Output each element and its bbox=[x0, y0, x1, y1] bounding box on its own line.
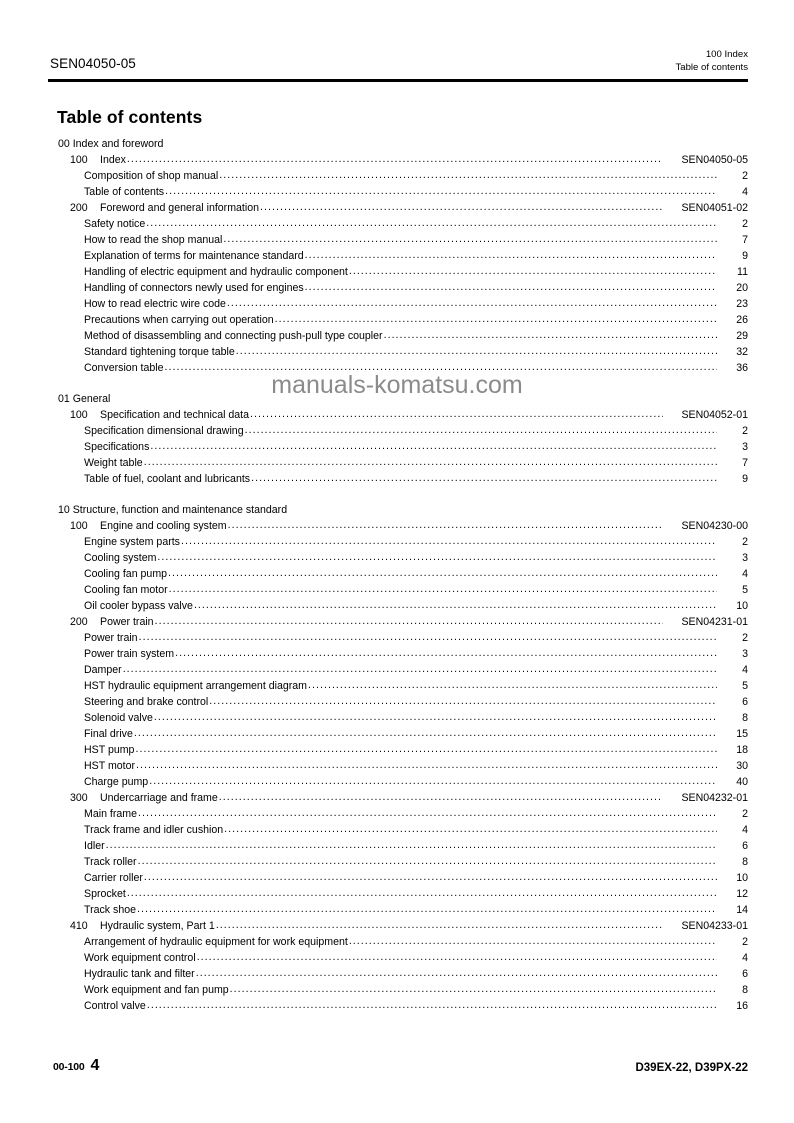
header-subtitle-label: Table of contents bbox=[675, 61, 748, 73]
header-reference bbox=[675, 49, 748, 74]
header-divider bbox=[48, 79, 748, 82]
toc-group-title: 10 Structure, function and maintenance standard bbox=[58, 504, 288, 516]
toc-entry-row[interactable] bbox=[48, 168, 748, 184]
toc-entry-row[interactable] bbox=[48, 646, 748, 662]
toc-entry-row[interactable] bbox=[48, 216, 748, 232]
toc-leader-dots bbox=[236, 343, 717, 359]
toc-entry-row[interactable] bbox=[48, 582, 748, 598]
toc-section-row[interactable] bbox=[48, 200, 748, 216]
toc-section-name: Power train bbox=[100, 616, 154, 628]
toc-leader-dots bbox=[245, 422, 717, 438]
toc-leader-dots bbox=[175, 645, 717, 661]
toc-leader-dots bbox=[228, 517, 663, 533]
toc-entry-label: Composition of shop manual bbox=[84, 170, 219, 182]
toc-entry-row[interactable] bbox=[48, 598, 748, 614]
toc-entry-row[interactable] bbox=[48, 774, 748, 790]
toc-entry-row[interactable] bbox=[48, 184, 748, 200]
toc-entry-page: 6 bbox=[742, 696, 748, 708]
toc-entry-label: Work equipment and fan pump bbox=[84, 984, 229, 996]
toc-entry-label: Handling of electric equipment and hydraulic component bbox=[84, 266, 348, 278]
footer-section-code: 00-100 bbox=[53, 1061, 85, 1073]
toc-leader-dots bbox=[349, 263, 717, 279]
toc-entry-page: 7 bbox=[742, 457, 748, 469]
toc-section-label bbox=[70, 918, 215, 934]
toc-section-name: Index bbox=[100, 154, 126, 166]
toc-section-row[interactable] bbox=[48, 918, 748, 934]
toc-entry-page: 6 bbox=[742, 840, 748, 852]
toc-section-row[interactable] bbox=[48, 518, 748, 534]
toc-entry-label: HST pump bbox=[84, 744, 135, 756]
toc-entry-label: Steering and brake control bbox=[84, 696, 209, 708]
toc-entry-label: Table of contents bbox=[84, 186, 165, 198]
toc-entry-row[interactable] bbox=[48, 248, 748, 264]
toc-entry-page: 15 bbox=[736, 728, 748, 740]
toc-entry-label: Conversion table bbox=[84, 362, 164, 374]
toc-leader-dots bbox=[275, 311, 717, 327]
toc-section-reference: SEN04230-00 bbox=[681, 520, 748, 532]
toc-leader-dots bbox=[123, 661, 717, 677]
toc-section-reference: SEN04052-01 bbox=[681, 409, 748, 421]
toc-entry-page: 8 bbox=[742, 984, 748, 996]
toc-entry-label: Cooling fan pump bbox=[84, 568, 168, 580]
toc-section-label bbox=[70, 200, 259, 216]
toc-entry-label: Handling of connectors newly used for engines bbox=[84, 282, 304, 294]
toc-group-title: 01 General bbox=[58, 393, 111, 405]
toc-leader-dots bbox=[136, 757, 717, 773]
toc-entry-row[interactable] bbox=[48, 902, 748, 918]
toc-entry-row[interactable] bbox=[48, 678, 748, 694]
toc-entry-row[interactable] bbox=[48, 232, 748, 248]
page-header bbox=[48, 50, 748, 82]
toc-entry-page: 10 bbox=[736, 872, 748, 884]
toc-leader-dots bbox=[106, 837, 717, 853]
toc-entry-row[interactable] bbox=[48, 455, 748, 471]
toc-entry-label: Cooling fan motor bbox=[84, 584, 168, 596]
toc-entry-label: Track roller bbox=[84, 856, 137, 868]
toc-section-code: 200 bbox=[70, 202, 88, 214]
toc-entry-row[interactable] bbox=[48, 870, 748, 886]
toc-leader-dots bbox=[149, 773, 717, 789]
toc-entry-page: 5 bbox=[742, 680, 748, 692]
toc-leader-dots bbox=[144, 869, 717, 885]
toc-leader-dots bbox=[223, 231, 717, 247]
toc-section-row[interactable] bbox=[48, 152, 748, 168]
footer-page-number: 4 bbox=[90, 1057, 100, 1074]
toc-leader-dots bbox=[144, 454, 717, 470]
toc-entry-label: Idler bbox=[84, 840, 105, 852]
toc-entry-row[interactable] bbox=[48, 280, 748, 296]
toc-leader-dots bbox=[155, 613, 663, 629]
toc-entry-label: Charge pump bbox=[84, 776, 149, 788]
toc-entry-row[interactable] bbox=[48, 758, 748, 774]
header-chapter-label: 100 Index bbox=[705, 49, 748, 60]
toc-leader-dots bbox=[138, 853, 717, 869]
toc-entry-row[interactable] bbox=[48, 838, 748, 854]
toc-entry-page: 9 bbox=[742, 473, 748, 485]
toc-entry-label: Power train bbox=[84, 632, 138, 644]
toc-entry-label: Arrangement of hydraulic equipment for work equipment bbox=[84, 936, 348, 948]
page-footer bbox=[48, 1053, 748, 1075]
toc-entry-page: 32 bbox=[736, 346, 748, 358]
toc-entry-row[interactable] bbox=[48, 822, 748, 838]
toc-section-name: Engine and cooling system bbox=[100, 520, 227, 532]
toc-entry-page: 26 bbox=[736, 314, 748, 326]
toc-section-reference: SEN04233-01 bbox=[681, 920, 748, 932]
toc-entry-row[interactable] bbox=[48, 534, 748, 550]
toc-entry-page: 4 bbox=[742, 952, 748, 964]
toc-entry-label: Solenoid valve bbox=[84, 712, 153, 724]
toc-entry-page: 40 bbox=[736, 776, 748, 788]
toc-leader-dots bbox=[147, 997, 717, 1013]
toc-entry-label: Specifications bbox=[84, 441, 150, 453]
toc-leader-dots bbox=[349, 933, 717, 949]
toc-entry-label: Specification dimensional drawing bbox=[84, 425, 244, 437]
toc-entry-page: 29 bbox=[736, 330, 748, 342]
toc-leader-dots bbox=[169, 581, 717, 597]
toc-entry-label: Cooling system bbox=[84, 552, 157, 564]
toc-leader-dots bbox=[154, 709, 717, 725]
toc-section-label bbox=[70, 152, 126, 168]
toc-entry-row[interactable] bbox=[48, 726, 748, 742]
toc-entry-page: 4 bbox=[742, 568, 748, 580]
toc-entry-label: Method of disassembling and connecting push-pull type coupler bbox=[84, 330, 383, 342]
toc-entry-label: Standard tightening torque table bbox=[84, 346, 235, 358]
toc-entry-row[interactable] bbox=[48, 966, 748, 982]
toc-leader-dots bbox=[197, 949, 717, 965]
toc-section-label bbox=[70, 407, 249, 423]
toc-entry-label: Carrier roller bbox=[84, 872, 143, 884]
toc-leader-dots bbox=[251, 470, 717, 486]
toc-entry-page: 2 bbox=[742, 425, 748, 437]
document-code: SEN04050-05 bbox=[50, 56, 136, 71]
toc-entry-label: Damper bbox=[84, 664, 122, 676]
toc-entry-page: 4 bbox=[742, 824, 748, 836]
toc-entry-page: 20 bbox=[736, 282, 748, 294]
toc-section-label bbox=[70, 790, 218, 806]
table-of-contents bbox=[48, 136, 748, 1014]
toc-entry-page: 30 bbox=[736, 760, 748, 772]
toc-entry-page: 36 bbox=[736, 362, 748, 374]
toc-entry-row[interactable] bbox=[48, 630, 748, 646]
toc-entry-page: 4 bbox=[742, 664, 748, 676]
toc-group bbox=[48, 502, 748, 1014]
toc-leader-dots bbox=[260, 199, 663, 215]
toc-entry-row[interactable] bbox=[48, 854, 748, 870]
toc-leader-dots bbox=[305, 247, 717, 263]
toc-entry-row[interactable] bbox=[48, 471, 748, 487]
toc-section-reference: SEN04231-01 bbox=[681, 616, 748, 628]
toc-section-row[interactable] bbox=[48, 614, 748, 630]
toc-entry-page: 18 bbox=[736, 744, 748, 756]
toc-entry-label: Oil cooler bypass valve bbox=[84, 600, 193, 612]
toc-leader-dots bbox=[135, 741, 717, 757]
toc-leader-dots bbox=[209, 693, 717, 709]
toc-group bbox=[48, 391, 748, 487]
toc-entry-page: 12 bbox=[736, 888, 748, 900]
toc-entry-page: 2 bbox=[742, 632, 748, 644]
toc-entry-row[interactable] bbox=[48, 998, 748, 1014]
toc-section-name: Specification and technical data bbox=[100, 409, 250, 421]
toc-entry-row[interactable] bbox=[48, 439, 748, 455]
toc-entry-page: 2 bbox=[742, 936, 748, 948]
toc-section-reference: SEN04051-02 bbox=[681, 202, 748, 214]
toc-entry-label: Table of fuel, coolant and lubricants bbox=[84, 473, 251, 485]
toc-entry-label: Engine system parts bbox=[84, 536, 180, 548]
footer-page-identifier bbox=[53, 1057, 99, 1075]
toc-entry-label: Explanation of terms for maintenance standard bbox=[84, 250, 304, 262]
toc-leader-dots bbox=[157, 549, 717, 565]
toc-entry-label: HST hydraulic equipment arrangement diagram bbox=[84, 680, 307, 692]
toc-section-code: 100 bbox=[70, 409, 88, 421]
toc-entry-row[interactable] bbox=[48, 694, 748, 710]
toc-section-code: 100 bbox=[70, 520, 88, 532]
toc-entry-row[interactable] bbox=[48, 950, 748, 966]
toc-entry-label: Control valve bbox=[84, 1000, 146, 1012]
toc-entry-label: How to read the shop manual bbox=[84, 234, 223, 246]
toc-entry-label: Final drive bbox=[84, 728, 133, 740]
toc-entry-row[interactable] bbox=[48, 312, 748, 328]
toc-entry-page: 2 bbox=[742, 218, 748, 230]
toc-section-label bbox=[70, 518, 227, 534]
toc-section-label bbox=[70, 614, 154, 630]
toc-leader-dots bbox=[384, 327, 717, 343]
toc-entry-label: Hydraulic tank and filter bbox=[84, 968, 195, 980]
toc-section-code: 410 bbox=[70, 920, 88, 932]
toc-section-reference: SEN04232-01 bbox=[681, 792, 748, 804]
toc-entry-row[interactable] bbox=[48, 886, 748, 902]
toc-entry-row[interactable] bbox=[48, 296, 748, 312]
toc-entry-label: Main frame bbox=[84, 808, 137, 820]
toc-leader-dots bbox=[219, 167, 717, 183]
toc-entry-label: Power train system bbox=[84, 648, 175, 660]
toc-group-title: 00 Index and foreword bbox=[58, 138, 164, 150]
watermark: manuals-komatsu.com bbox=[271, 371, 523, 399]
toc-leader-dots bbox=[134, 725, 717, 741]
toc-entry-row[interactable] bbox=[48, 742, 748, 758]
toc-entry-page: 6 bbox=[742, 968, 748, 980]
toc-entry-label: Sprocket bbox=[84, 888, 126, 900]
toc-entry-row[interactable] bbox=[48, 328, 748, 344]
toc-entry-page: 3 bbox=[742, 552, 748, 564]
toc-entry-page: 7 bbox=[742, 234, 748, 246]
toc-entry-page: 3 bbox=[742, 648, 748, 660]
toc-entry-page: 2 bbox=[742, 808, 748, 820]
toc-leader-dots bbox=[139, 629, 717, 645]
toc-entry-label: Weight table bbox=[84, 457, 143, 469]
toc-entry-row[interactable] bbox=[48, 806, 748, 822]
toc-entry-row[interactable] bbox=[48, 566, 748, 582]
toc-entry-page: 3 bbox=[742, 441, 748, 453]
toc-entry-page: 16 bbox=[736, 1000, 748, 1012]
toc-leader-dots bbox=[219, 789, 663, 805]
toc-leader-dots bbox=[138, 805, 717, 821]
toc-entry-label: How to read electric wire code bbox=[84, 298, 226, 310]
toc-leader-dots bbox=[146, 215, 717, 231]
toc-leader-dots bbox=[227, 295, 717, 311]
toc-leader-dots bbox=[250, 406, 663, 422]
toc-section-row[interactable] bbox=[48, 407, 748, 423]
toc-leader-dots bbox=[150, 438, 717, 454]
toc-leader-dots bbox=[137, 901, 717, 917]
toc-entry-page: 14 bbox=[736, 904, 748, 916]
toc-section-reference: SEN04050-05 bbox=[681, 154, 748, 166]
toc-section-code: 100 bbox=[70, 154, 88, 166]
toc-entry-label: Work equipment control bbox=[84, 952, 196, 964]
toc-section-name: Hydraulic system, Part 1 bbox=[100, 920, 215, 932]
toc-leader-dots bbox=[230, 981, 717, 997]
toc-entry-page: 23 bbox=[736, 298, 748, 310]
toc-leader-dots bbox=[165, 359, 718, 375]
toc-entry-row[interactable] bbox=[48, 550, 748, 566]
toc-leader-dots bbox=[216, 917, 663, 933]
toc-entry-page: 2 bbox=[742, 170, 748, 182]
toc-entry-page: 2 bbox=[742, 536, 748, 548]
toc-entry-page: 5 bbox=[742, 584, 748, 596]
toc-section-name: Undercarriage and frame bbox=[100, 792, 218, 804]
toc-leader-dots bbox=[168, 565, 717, 581]
toc-entry-page: 4 bbox=[742, 186, 748, 198]
toc-leader-dots bbox=[305, 279, 717, 295]
footer-model-list: D39EX-22, D39PX-22 bbox=[635, 1062, 748, 1074]
toc-entry-page: 11 bbox=[737, 266, 748, 278]
toc-leader-dots bbox=[127, 151, 663, 167]
toc-leader-dots bbox=[194, 597, 717, 613]
toc-leader-dots bbox=[181, 533, 717, 549]
toc-leader-dots bbox=[127, 885, 717, 901]
toc-leader-dots bbox=[165, 183, 717, 199]
toc-leader-dots bbox=[196, 965, 717, 981]
toc-entry-label: Precautions when carrying out operation bbox=[84, 314, 274, 326]
toc-entry-page: 8 bbox=[742, 856, 748, 868]
toc-entry-row[interactable] bbox=[48, 360, 748, 376]
toc-leader-dots bbox=[308, 677, 717, 693]
toc-entry-row[interactable] bbox=[48, 982, 748, 998]
toc-entry-row[interactable] bbox=[48, 934, 748, 950]
toc-section-code: 300 bbox=[70, 792, 88, 804]
toc-leader-dots bbox=[224, 821, 717, 837]
toc-group bbox=[48, 136, 748, 376]
toc-entry-row[interactable] bbox=[48, 662, 748, 678]
toc-entry-label: Track frame and idler cushion bbox=[84, 824, 224, 836]
toc-entry-row[interactable] bbox=[48, 264, 748, 280]
toc-entry-row[interactable] bbox=[48, 344, 748, 360]
toc-entry-page: 9 bbox=[742, 250, 748, 262]
toc-entry-page: 8 bbox=[742, 712, 748, 724]
toc-entry-label: HST motor bbox=[84, 760, 136, 772]
toc-entry-row[interactable] bbox=[48, 710, 748, 726]
toc-section-row[interactable] bbox=[48, 790, 748, 806]
toc-section-code: 200 bbox=[70, 616, 88, 628]
toc-entry-label: Track shoe bbox=[84, 904, 137, 916]
toc-entry-label: Safety notice bbox=[84, 218, 146, 230]
page-title: Table of contents bbox=[57, 107, 203, 127]
toc-entry-page: 10 bbox=[736, 600, 748, 612]
toc-section-name: Foreword and general information bbox=[100, 202, 259, 214]
toc-entry-row[interactable] bbox=[48, 423, 748, 439]
